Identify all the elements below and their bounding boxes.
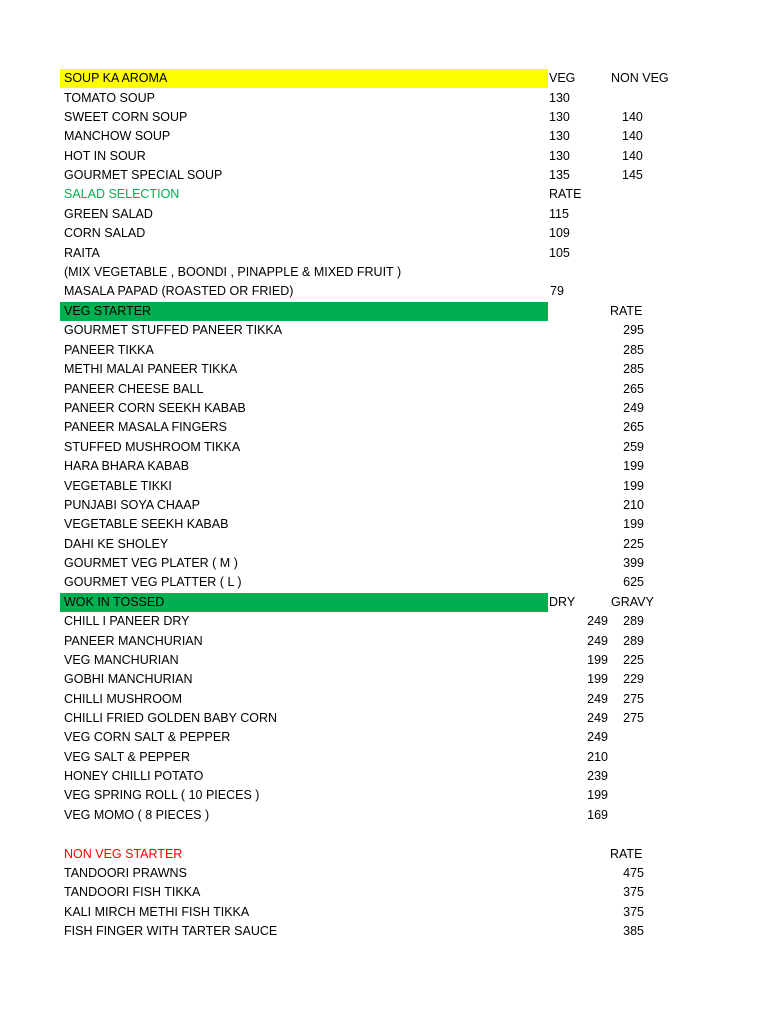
- item-rate: 399: [623, 556, 644, 570]
- item-dry-price: 169: [587, 808, 608, 822]
- item-rate: 475: [623, 866, 644, 880]
- item-rate: 285: [623, 343, 644, 357]
- table-row: [0, 166, 768, 185]
- salad-section-title: SALAD SELECTION: [64, 187, 180, 201]
- item-name: VEGETABLE TIKKI: [64, 479, 172, 493]
- salad-header-row: [0, 185, 768, 204]
- item-name: SWEET CORN SOUP: [64, 110, 188, 124]
- table-row: [0, 341, 768, 360]
- table-row: [0, 554, 768, 573]
- item-name: VEG CORN SALT & PEPPER: [64, 730, 231, 744]
- nonveg-starter-header-row: [0, 845, 768, 864]
- item-nonveg-price: 140: [622, 129, 643, 143]
- table-row: [0, 632, 768, 651]
- table-row: [0, 573, 768, 592]
- wok-dry-column-header: DRY: [549, 595, 576, 609]
- item-name: DAHI KE SHOLEY: [64, 537, 169, 551]
- table-row: [0, 224, 768, 243]
- item-name: CHILL I PANEER DRY: [64, 614, 190, 628]
- item-name: PANEER CHEESE BALL: [64, 382, 204, 396]
- table-row: [0, 709, 768, 728]
- item-rate: 199: [623, 459, 644, 473]
- table-row: [0, 477, 768, 496]
- item-name: MASALA PAPAD (ROASTED OR FRIED): [64, 284, 294, 298]
- item-name: HOT IN SOUR: [64, 149, 146, 163]
- table-row: [0, 418, 768, 437]
- item-rate: 295: [623, 323, 644, 337]
- item-name: GOURMET VEG PLATER ( M ): [64, 556, 238, 570]
- item-name: METHI MALAI PANEER TIKKA: [64, 362, 238, 376]
- table-row: [0, 903, 768, 922]
- item-name: PANEER CORN SEEKH KABAB: [64, 401, 246, 415]
- wok-gravy-column-header: GRAVY: [611, 595, 654, 609]
- item-name: PANEER MANCHURIAN: [64, 634, 203, 648]
- item-rate: 199: [623, 517, 644, 531]
- item-dry-price: 249: [587, 730, 608, 744]
- soup-nonveg-column-header: NON VEG: [611, 71, 669, 85]
- item-name: HARA BHARA KABAB: [64, 459, 190, 473]
- table-row: [0, 767, 768, 786]
- veg-starter-rate-column-header: RATE: [610, 304, 643, 318]
- item-rate: 265: [623, 382, 644, 396]
- item-name: RAITA: [64, 246, 100, 260]
- item-rate: 105: [549, 246, 570, 260]
- item-dry-price: 249: [587, 634, 608, 648]
- item-name: GREEN SALAD: [64, 207, 153, 221]
- item-name: VEGETABLE SEEKH KABAB: [64, 517, 229, 531]
- table-row: [0, 108, 768, 127]
- table-row: [0, 496, 768, 515]
- table-row: [0, 651, 768, 670]
- soup-header-row: [0, 69, 768, 88]
- item-rate: 79: [550, 284, 564, 298]
- table-row: [0, 321, 768, 340]
- veg-starter-header-row: [0, 302, 768, 321]
- table-row: [0, 728, 768, 747]
- item-rate: 249: [623, 401, 644, 415]
- table-row: [0, 380, 768, 399]
- item-dry-price: 199: [587, 653, 608, 667]
- item-name: CHILLI FRIED GOLDEN BABY CORN: [64, 711, 278, 725]
- salad-rate-column-header: RATE: [549, 187, 582, 201]
- table-row: [0, 612, 768, 631]
- table-row: [0, 282, 768, 301]
- item-rate: 265: [623, 420, 644, 434]
- table-row: [0, 147, 768, 166]
- item-name: TANDOORI PRAWNS: [64, 866, 187, 880]
- table-row: [0, 786, 768, 805]
- item-gravy-price: 225: [623, 653, 644, 667]
- item-name: STUFFED MUSHROOM TIKKA: [64, 440, 241, 454]
- item-rate: 259: [623, 440, 644, 454]
- item-name: PUNJABI SOYA CHAAP: [64, 498, 200, 512]
- item-note: (MIX VEGETABLE , BOONDI , PINAPPLE & MIXED FRUIT ): [64, 265, 402, 279]
- item-name: KALI MIRCH METHI FISH TIKKA: [64, 905, 250, 919]
- item-name: TOMATO SOUP: [64, 91, 155, 105]
- table-row: [0, 205, 768, 224]
- item-nonveg-price: 145: [622, 168, 643, 182]
- item-gravy-price: 289: [623, 634, 644, 648]
- item-rate: 109: [549, 226, 570, 240]
- item-rate: 285: [623, 362, 644, 376]
- item-name: GOBHI MANCHURIAN: [64, 672, 193, 686]
- item-rate: 210: [623, 498, 644, 512]
- item-name: VEG MANCHURIAN: [64, 653, 179, 667]
- nonveg-starter-rate-column-header: RATE: [610, 847, 643, 861]
- item-dry-price: 249: [587, 692, 608, 706]
- item-name: HONEY CHILLI POTATO: [64, 769, 204, 783]
- item-dry-price: 249: [587, 711, 608, 725]
- item-rate: 385: [623, 924, 644, 938]
- item-name: PANEER MASALA FINGERS: [64, 420, 228, 434]
- wok-section-title: WOK IN TOSSED: [64, 595, 165, 609]
- item-dry-price: 210: [587, 750, 608, 764]
- item-name: GOURMET VEG PLATTER ( L ): [64, 575, 242, 589]
- item-rate: 375: [623, 885, 644, 899]
- item-nonveg-price: 140: [622, 149, 643, 163]
- item-name: MANCHOW SOUP: [64, 129, 171, 143]
- item-rate: 375: [623, 905, 644, 919]
- table-row: [0, 690, 768, 709]
- table-row: [0, 922, 768, 941]
- table-row: [0, 748, 768, 767]
- table-row: [0, 883, 768, 902]
- nonveg-starter-section-title: NON VEG STARTER: [64, 847, 183, 861]
- item-veg-price: 130: [549, 129, 570, 143]
- item-gravy-price: 229: [623, 672, 644, 686]
- table-row: [0, 89, 768, 108]
- item-name: VEG SPRING ROLL ( 10 PIECES ): [64, 788, 260, 802]
- soup-veg-column-header: VEG: [549, 71, 576, 85]
- table-row: [0, 515, 768, 534]
- item-rate: 199: [623, 479, 644, 493]
- item-name: GOURMET STUFFED PANEER TIKKA: [64, 323, 283, 337]
- item-veg-price: 135: [549, 168, 570, 182]
- item-nonveg-price: 140: [622, 110, 643, 124]
- table-row: [0, 864, 768, 883]
- veg-starter-section-title: VEG STARTER: [64, 304, 152, 318]
- table-row: [0, 244, 768, 263]
- table-row: [0, 263, 768, 282]
- table-row: [0, 457, 768, 476]
- item-veg-price: 130: [549, 91, 570, 105]
- item-gravy-price: 275: [623, 692, 644, 706]
- item-dry-price: 239: [587, 769, 608, 783]
- item-gravy-price: 289: [623, 614, 644, 628]
- table-row: [0, 535, 768, 554]
- item-dry-price: 249: [587, 614, 608, 628]
- item-veg-price: 130: [549, 110, 570, 124]
- soup-section-title: SOUP KA AROMA: [64, 71, 168, 85]
- item-rate: 625: [623, 575, 644, 589]
- item-name: PANEER TIKKA: [64, 343, 154, 357]
- item-name: GOURMET SPECIAL SOUP: [64, 168, 223, 182]
- item-name: VEG MOMO ( 8 PIECES ): [64, 808, 210, 822]
- wok-header-row: [0, 593, 768, 612]
- table-row: [0, 127, 768, 146]
- item-dry-price: 199: [587, 672, 608, 686]
- item-rate: 115: [549, 207, 569, 221]
- item-dry-price: 199: [587, 788, 608, 802]
- item-name: VEG SALT & PEPPER: [64, 750, 190, 764]
- table-row: [0, 360, 768, 379]
- table-row: [0, 670, 768, 689]
- item-gravy-price: 275: [623, 711, 644, 725]
- table-row: [0, 399, 768, 418]
- item-veg-price: 130: [549, 149, 570, 163]
- item-name: TANDOORI FISH TIKKA: [64, 885, 201, 899]
- item-name: FISH FINGER WITH TARTER SAUCE: [64, 924, 278, 938]
- item-rate: 225: [623, 537, 644, 551]
- table-row: [0, 438, 768, 457]
- item-name: CORN SALAD: [64, 226, 146, 240]
- table-row: [0, 806, 768, 825]
- item-name: CHILLI MUSHROOM: [64, 692, 183, 706]
